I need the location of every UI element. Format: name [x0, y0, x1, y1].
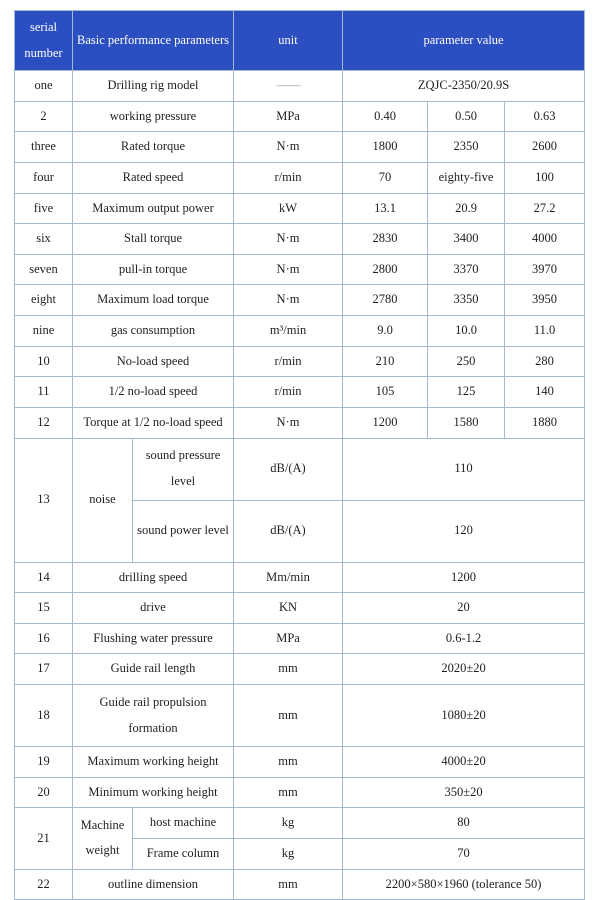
cell-parameter: 1/2 no-load speed: [73, 377, 234, 408]
cell-value: 1200: [343, 407, 428, 438]
header-row: [15, 11, 585, 71]
cell-value: 2600: [505, 132, 585, 163]
cell-unit: N·m: [234, 224, 343, 255]
cell-value: eighty-five: [428, 162, 505, 193]
table-row-machine-weight-1: [15, 808, 585, 839]
cell-value: 2830: [343, 224, 428, 255]
table-row: [15, 162, 585, 193]
cell-unit: kg: [234, 808, 343, 839]
cell-value: 210: [343, 346, 428, 377]
cell-parameter-group: Machine weight: [73, 808, 133, 869]
drilling-rig-spec-table: [14, 10, 585, 900]
cell-value: 140: [505, 377, 585, 408]
cell-value: 80: [343, 808, 585, 839]
cell-value: 2350: [428, 132, 505, 163]
cell-value: 0.50: [428, 101, 505, 132]
cell-parameter: Maximum working height: [73, 747, 234, 778]
header-serial-number: serial number: [15, 11, 73, 71]
cell-unit: mm: [234, 747, 343, 778]
table-row: [15, 777, 585, 808]
cell-serial: 2: [15, 101, 73, 132]
cell-serial: 16: [15, 623, 73, 654]
cell-value: 250: [428, 346, 505, 377]
cell-value: 1200: [343, 562, 585, 593]
cell-value: ZQJC-2350/20.9S: [343, 71, 585, 102]
cell-sub-parameter: host machine: [133, 808, 234, 839]
table-row: [15, 654, 585, 685]
cell-parameter: Guide rail propulsion formation: [73, 685, 234, 747]
cell-value: 0.6-1.2: [343, 623, 585, 654]
cell-parameter: Maximum output power: [73, 193, 234, 224]
cell-value: 100: [505, 162, 585, 193]
cell-parameter: outline dimension: [73, 869, 234, 900]
cell-unit-dash: ——: [234, 71, 343, 102]
cell-unit: MPa: [234, 101, 343, 132]
cell-unit: r/min: [234, 346, 343, 377]
table-row: [15, 747, 585, 778]
cell-serial: 11: [15, 377, 73, 408]
cell-sub-parameter: sound power level: [133, 500, 234, 562]
table-row: [15, 869, 585, 900]
cell-unit: Mm/min: [234, 562, 343, 593]
cell-value: 3970: [505, 254, 585, 285]
cell-serial: 10: [15, 346, 73, 377]
cell-value: 2780: [343, 285, 428, 316]
cell-serial: three: [15, 132, 73, 163]
cell-parameter: Minimum working height: [73, 777, 234, 808]
table-row: [15, 285, 585, 316]
cell-unit: N·m: [234, 285, 343, 316]
cell-value: 10.0: [428, 316, 505, 347]
cell-unit: mm: [234, 869, 343, 900]
cell-sub-parameter: Frame column: [133, 838, 234, 869]
table-row: [15, 132, 585, 163]
cell-value: 13.1: [343, 193, 428, 224]
cell-parameter: working pressure: [73, 101, 234, 132]
cell-parameter: Rated torque: [73, 132, 234, 163]
cell-sub-parameter: sound pressure level: [133, 438, 234, 500]
cell-value: 110: [343, 438, 585, 500]
cell-unit: MPa: [234, 623, 343, 654]
cell-unit: r/min: [234, 377, 343, 408]
cell-unit: m³/min: [234, 316, 343, 347]
cell-unit: N·m: [234, 254, 343, 285]
table-row: [15, 101, 585, 132]
header-parameter-value: parameter value: [343, 11, 585, 71]
cell-unit: kg: [234, 838, 343, 869]
table-row: [15, 623, 585, 654]
cell-serial: nine: [15, 316, 73, 347]
cell-unit: kW: [234, 193, 343, 224]
cell-value: 350±20: [343, 777, 585, 808]
cell-value: 27.2: [505, 193, 585, 224]
cell-value: 280: [505, 346, 585, 377]
cell-value: 1800: [343, 132, 428, 163]
cell-serial: one: [15, 71, 73, 102]
cell-value: 3950: [505, 285, 585, 316]
cell-parameter: Rated speed: [73, 162, 234, 193]
cell-value: 9.0: [343, 316, 428, 347]
cell-value: 11.0: [505, 316, 585, 347]
cell-value: 120: [343, 500, 585, 562]
cell-serial: 12: [15, 407, 73, 438]
cell-value: 1080±20: [343, 685, 585, 747]
cell-unit: N·m: [234, 407, 343, 438]
cell-value: 70: [343, 162, 428, 193]
cell-value: 1880: [505, 407, 585, 438]
cell-unit: dB/(A): [234, 500, 343, 562]
cell-unit: dB/(A): [234, 438, 343, 500]
cell-parameter: Maximum load torque: [73, 285, 234, 316]
cell-serial: eight: [15, 285, 73, 316]
header-unit: unit: [234, 11, 343, 71]
table-row: [15, 71, 585, 102]
cell-value: 4000±20: [343, 747, 585, 778]
cell-parameter-group: noise: [73, 438, 133, 562]
table-row: [15, 224, 585, 255]
cell-value: 125: [428, 377, 505, 408]
cell-serial: 15: [15, 593, 73, 624]
cell-value: 4000: [505, 224, 585, 255]
cell-unit: N·m: [234, 132, 343, 163]
cell-parameter: Stall torque: [73, 224, 234, 255]
cell-parameter: pull-in torque: [73, 254, 234, 285]
cell-value: 1580: [428, 407, 505, 438]
cell-value: 3370: [428, 254, 505, 285]
cell-serial: 17: [15, 654, 73, 685]
cell-value: 20.9: [428, 193, 505, 224]
cell-value: 70: [343, 838, 585, 869]
cell-serial: seven: [15, 254, 73, 285]
table-row: [15, 193, 585, 224]
cell-serial: 20: [15, 777, 73, 808]
cell-serial: 13: [15, 438, 73, 562]
cell-parameter: Drilling rig model: [73, 71, 234, 102]
header-basic-performance-parameters: Basic performance parameters: [73, 11, 234, 71]
cell-parameter: gas consumption: [73, 316, 234, 347]
table-row: [15, 685, 585, 747]
cell-value: 105: [343, 377, 428, 408]
table-row: [15, 346, 585, 377]
cell-unit: mm: [234, 654, 343, 685]
cell-value: 2800: [343, 254, 428, 285]
cell-serial: five: [15, 193, 73, 224]
table-row: [15, 254, 585, 285]
cell-value: 2200×580×1960 (tolerance 50): [343, 869, 585, 900]
cell-parameter: Flushing water pressure: [73, 623, 234, 654]
cell-serial: 21: [15, 808, 73, 869]
cell-unit: mm: [234, 685, 343, 747]
cell-serial: six: [15, 224, 73, 255]
cell-value: 2020±20: [343, 654, 585, 685]
cell-unit: mm: [234, 777, 343, 808]
cell-serial: four: [15, 162, 73, 193]
cell-value: 0.63: [505, 101, 585, 132]
cell-serial: 19: [15, 747, 73, 778]
cell-unit: r/min: [234, 162, 343, 193]
cell-serial: 22: [15, 869, 73, 900]
cell-serial: 18: [15, 685, 73, 747]
table-row: [15, 407, 585, 438]
cell-parameter: drilling speed: [73, 562, 234, 593]
cell-value: 3400: [428, 224, 505, 255]
cell-parameter: drive: [73, 593, 234, 624]
table-row-noise-1: [15, 438, 585, 500]
cell-parameter: Torque at 1/2 no-load speed: [73, 407, 234, 438]
cell-value: 3350: [428, 285, 505, 316]
cell-unit: KN: [234, 593, 343, 624]
cell-value: 0.40: [343, 101, 428, 132]
cell-parameter: No-load speed: [73, 346, 234, 377]
table-row: [15, 593, 585, 624]
table-row: [15, 562, 585, 593]
table-row: [15, 377, 585, 408]
cell-parameter: Guide rail length: [73, 654, 234, 685]
table-row: [15, 316, 585, 347]
cell-serial: 14: [15, 562, 73, 593]
cell-value: 20: [343, 593, 585, 624]
